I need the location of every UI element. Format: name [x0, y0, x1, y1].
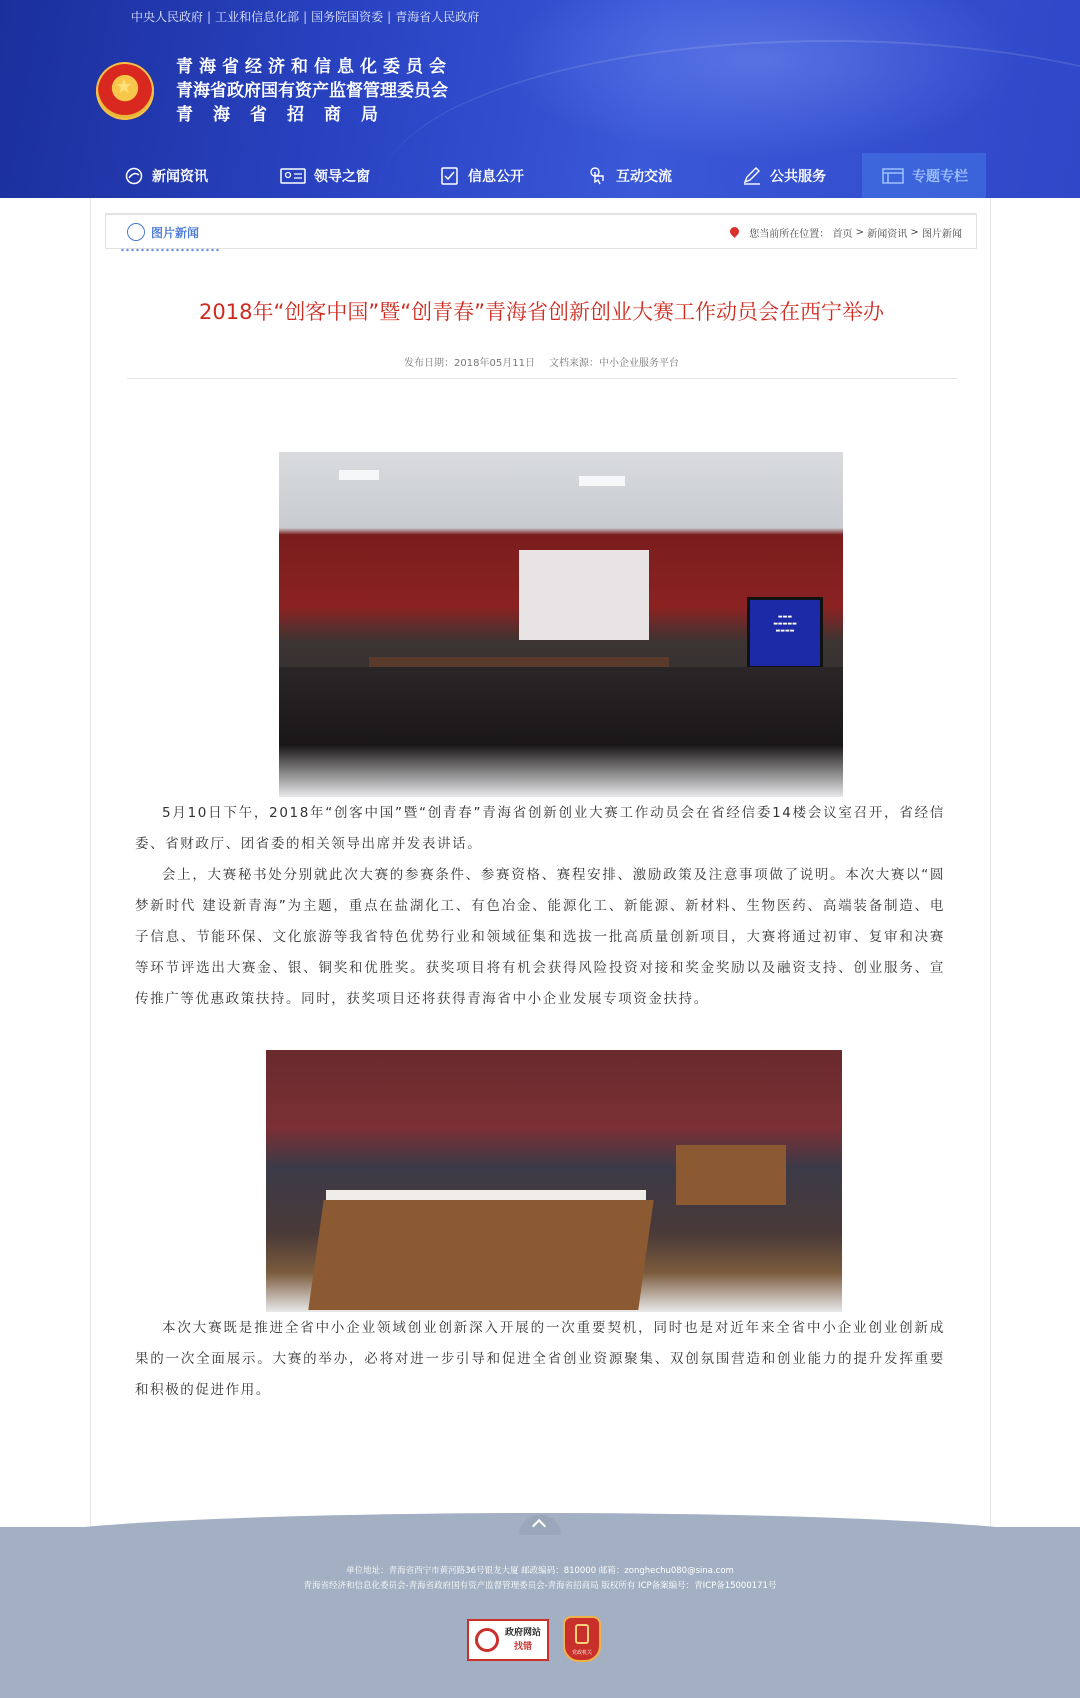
party-gov-emblem-icon	[575, 1624, 589, 1644]
hand-touch-icon	[588, 167, 608, 185]
national-emblem-icon: ★	[96, 62, 154, 120]
party-gov-badge[interactable]	[563, 1616, 601, 1662]
ceiling-light	[339, 470, 379, 480]
top-link-miit[interactable]: 工业和信息化部	[215, 10, 300, 24]
top-link-sasac[interactable]: 国务院国资委	[311, 10, 384, 24]
breadcrumb-separator: >	[855, 227, 865, 238]
nav-item-public-service[interactable]	[712, 153, 862, 198]
top-links	[131, 8, 479, 25]
footer-address: 单位地址：青海省西宁市黄河路36号银龙大厦 邮政编码：810000 邮箱：zonghechu080@sina.com	[346, 1566, 734, 1576]
location-pin-icon	[730, 227, 739, 239]
article-meta	[91, 354, 992, 369]
section-title: 图片新闻	[151, 225, 200, 240]
article-source: 文档来源：中小企业服务平台	[548, 358, 679, 369]
badge-line2: 找错	[514, 1642, 533, 1652]
top-link-separator: |	[207, 10, 212, 24]
id-card-icon	[280, 167, 306, 185]
article-photo-attendees	[266, 1050, 842, 1312]
chevron-up-icon	[532, 1519, 546, 1533]
front-desk	[308, 1200, 653, 1310]
paragraph-text: 会上，大赛秘书处分别就此次大赛的参赛条件、参赛资格、赛程安排、激励政策及注意事项做了说明。本次大赛以“圆梦新时代 建设新青海”为主题，重点在盐湖化工、有色冶金、能源化工、新能源、新材料、生物医药、高端装备制造、电子信息、节能环保、文化旅游等我省特色优势行业和领域征集和选拔一批高质量创新项目，大赛将通过初审、复审和决赛等环节评选出大赛金、银、铜奖和优胜奖。获奖项目将有机会获得风险投资对接和奖金奖励以及融资支持、创业服务、宣传推广等优惠政策扶持。同时，获奖项目还将获得青海省中小企业发展专项资金扶持。	[135, 867, 945, 1007]
nav-label: 专题专栏	[912, 168, 968, 185]
breadcrumb	[730, 225, 962, 240]
ceiling-light	[579, 476, 625, 486]
desk-papers	[326, 1190, 646, 1200]
site-footer	[0, 1527, 1080, 1698]
nav-item-news[interactable]	[112, 153, 264, 198]
checklist-icon	[440, 167, 460, 185]
section-icon	[127, 223, 145, 241]
article-photo-meeting	[279, 452, 843, 797]
publish-date: 发布日期：2018年05月11日	[404, 358, 535, 369]
party-gov-badge-text: 党政机关	[571, 1650, 592, 1656]
nav-label: 互动交流	[616, 168, 672, 185]
column-icon	[882, 167, 904, 185]
top-link-central-gov[interactable]: 中央人民政府	[131, 10, 204, 24]
nav-label: 领导之窗	[314, 168, 370, 185]
article-paragraph-2	[135, 860, 945, 1015]
side-desk	[676, 1145, 786, 1205]
nav-label: 公共服务	[770, 168, 826, 185]
projection-screen	[519, 550, 649, 640]
nav-label: 新闻资讯	[152, 168, 208, 185]
article-paragraph-3	[135, 1313, 945, 1406]
article-title: 2018年“创客中国”暨“创青春”青海省创新创业大赛工作动员会在西宁举办	[199, 300, 884, 324]
org-name-sasac: 青海省政府国有资产监督管理委员会	[176, 81, 448, 101]
article-container	[90, 198, 991, 1544]
news-icon	[124, 167, 144, 185]
section-tag[interactable]	[127, 223, 199, 241]
breadcrumb-home[interactable]: 首页	[832, 229, 853, 240]
paragraph-text: 5月10日下午，2018年“创客中国”暨“创青春”青海省创新创业大赛工作动员会在省经信委14楼会议室召开，省经信委、省财政厅、团省委的相关领导出席并发表讲话。	[135, 805, 945, 852]
article-paragraph-1	[135, 798, 945, 860]
nav-item-leaders[interactable]	[264, 153, 424, 198]
badge-text	[505, 1626, 541, 1654]
pen-icon	[742, 167, 762, 185]
org-names	[176, 55, 452, 127]
nav-item-special-topics[interactable]	[862, 153, 986, 198]
paragraph-text: 本次大赛既是推进全省中小企业领域创业创新深入开展的一次重要契机，同时也是对近年来全省中小企业创业创新成果的一次全面展示。大赛的举办，必将对进一步引导和促进全省创业资源聚集、双创氛围营造和创业能力的提升发挥重要和积极的促进作用。	[135, 1320, 945, 1398]
location-label: 您当前所在位置：	[749, 229, 830, 240]
badge-line1: 政府网站	[505, 1628, 542, 1638]
org-name-eic: 青海省经济和信息化委员会	[176, 57, 452, 77]
nav-label: 信息公开	[468, 168, 524, 185]
section-underline	[120, 248, 220, 252]
breadcrumb-news[interactable]: 新闻资讯	[867, 229, 908, 240]
magnifier-icon	[475, 1628, 499, 1652]
breadcrumb-bar	[105, 213, 977, 249]
breadcrumb-photo-news[interactable]: 图片新闻	[922, 229, 962, 240]
monitor-screen: ▬▬▬ ▬▬▬▬▬ ▬▬▬▬	[747, 597, 823, 669]
breadcrumb-separator: >	[910, 227, 919, 238]
main-nav	[112, 153, 986, 198]
nav-item-info-public[interactable]	[424, 153, 564, 198]
audience	[279, 667, 843, 797]
top-link-separator: |	[387, 10, 392, 24]
title-divider	[127, 378, 957, 379]
footer-copyright: 青海省经济和信息化委员会-青海省政府国有资产监督管理委员会-青海省招商局 版权所有 ICP备案编号：青ICP备15000171号	[303, 1581, 777, 1591]
gov-site-error-report-button[interactable]	[467, 1619, 549, 1661]
site-header	[0, 0, 1080, 198]
nav-item-interaction[interactable]	[564, 153, 712, 198]
top-link-separator: |	[303, 10, 308, 24]
org-name-investment: 青海省招商局	[176, 105, 398, 125]
top-link-qinghai-gov[interactable]: 青海省人民政府	[395, 10, 480, 24]
